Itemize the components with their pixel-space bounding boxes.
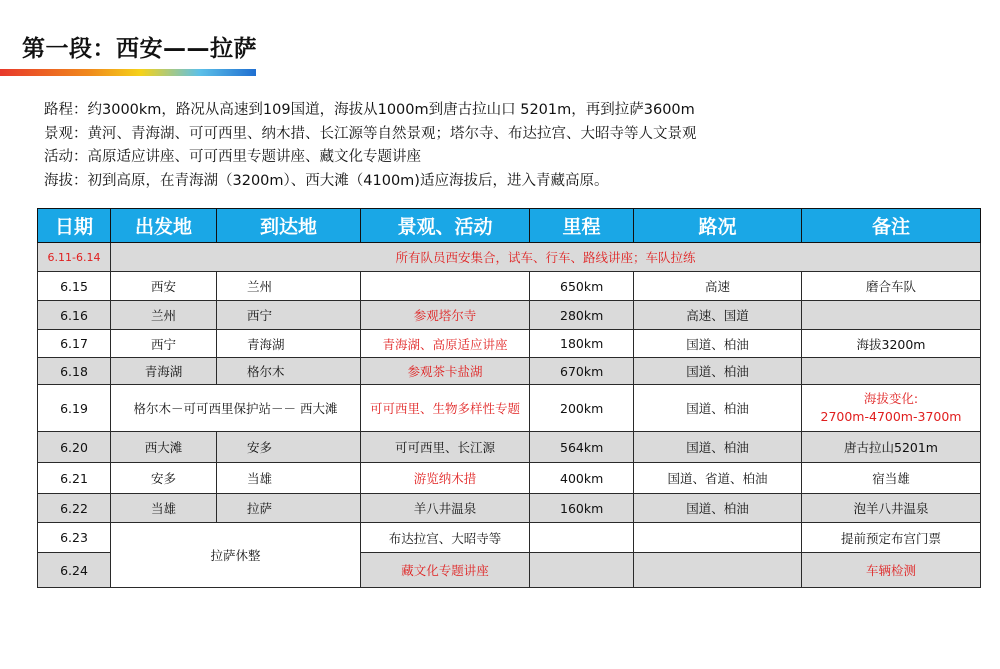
cell-road: 高速 [634,272,802,301]
cell-from: 西大滩 [111,432,217,463]
cell-distance: 160km [530,494,634,523]
cell-from: 安多 [111,463,217,494]
cell-scene: 可可西里、长江源 [361,432,530,463]
cell-to: 当雄 [217,463,361,494]
cell-scene: 可可西里、生物多样性专题 [361,385,530,432]
cell-from-to: 格尔木－可可西里保护站－－ 西大滩 [111,385,361,432]
note-altitude-values: 2700m-4700m-3700m [820,409,962,424]
cell-road: 国道、柏油 [634,358,802,385]
cell-scene: 游览纳木措 [361,463,530,494]
note-altitude-label: 海拔变化: [863,391,919,406]
header-distance: 里程 [530,209,634,243]
cell-scene [361,272,530,301]
cell-road: 国道、柏油 [634,330,802,358]
cell-distance: 400km [530,463,634,494]
cell-note: 提前预定布宫门票 [802,523,981,553]
cell-road: 国道、柏油 [634,494,802,523]
table-row [38,243,981,272]
cell-distance: 280km [530,301,634,330]
cell-note: 唐古拉山5201m [802,432,981,463]
cell-date: 6.17 [38,330,111,358]
cell-date: 6.22 [38,494,111,523]
header-arrival: 到达地 [217,209,361,243]
cell-to: 安多 [217,432,361,463]
cell-note: 泡羊八井温泉 [802,494,981,523]
header-scenery: 景观、活动 [361,209,530,243]
table-row [38,432,981,463]
cell-road: 国道、柏油 [634,385,802,432]
cell-to: 西宁 [217,301,361,330]
cell-from: 兰州 [111,301,217,330]
cell-road: 国道、省道、柏油 [634,463,802,494]
info-route: 路程：约3000km，路况从高速到109国道，海拔从1000m到唐古拉山口 5201m，再到拉萨3600m [44,102,695,118]
cell-to: 拉萨 [217,494,361,523]
table-row [38,494,981,523]
table-header-row [38,209,981,243]
cell-to: 格尔木 [217,358,361,385]
cell-road: 国道、柏油 [634,432,802,463]
cell-date: 6.21 [38,463,111,494]
cell-scene: 藏文化专题讲座 [361,553,530,588]
header-road: 路况 [634,209,802,243]
cell-date: 6.24 [38,553,111,588]
cell-distance [530,523,634,553]
cell-date: 6.11-6.14 [38,243,111,272]
cell-distance [530,553,634,588]
info-activities: 活动：高原适应讲座、可可西里专题讲座、藏文化专题讲座 [44,149,421,165]
cell-date: 6.16 [38,301,111,330]
cell-note: 车辆检测 [802,553,981,588]
table-row [38,358,981,385]
cell-from: 西安 [111,272,217,301]
info-altitude: 海拔：初到高原，在青海湖（3200m）、西大滩（4100m)适应海拔后，进入青藏高原。 [44,172,609,189]
cell-rest: 拉萨休整 [111,523,361,588]
table-row [38,272,981,301]
page-title: 第一段：西安——拉萨 [22,36,257,62]
cell-to: 兰州 [217,272,361,301]
cell-date: 6.23 [38,523,111,553]
table-row [38,385,981,432]
cell-scene: 青海湖、高原适应讲座 [361,330,530,358]
cell-scene: 布达拉宫、大昭寺等 [361,523,530,553]
table-row [38,523,981,553]
cell-road [634,553,802,588]
info-scenery: 景观：黄河、青海湖、可可西里、纳木措、长江源等自然景观；塔尔寺、布达拉宫、大昭寺等人文景观 [44,125,697,142]
cell-date: 6.18 [38,358,111,385]
cell-note: 磨合车队 [802,272,981,301]
table-row [38,463,981,494]
cell-road: 高速、国道 [634,301,802,330]
cell-distance: 180km [530,330,634,358]
table-row [38,301,981,330]
cell-note: 海拔3200m [802,330,981,358]
cell-road [634,523,802,553]
header-departure: 出发地 [111,209,217,243]
header-date: 日期 [38,209,111,243]
table-row [38,330,981,358]
cell-note [802,301,981,330]
cell-distance: 670km [530,358,634,385]
title-gradient-bar [0,69,256,76]
cell-date: 6.19 [38,385,111,432]
cell-date: 6.20 [38,432,111,463]
cell-scene: 参观茶卡盐湖 [361,358,530,385]
cell-to: 青海湖 [217,330,361,358]
cell-note [802,358,981,385]
cell-summary: 所有队员西安集合，试车、行车、路线讲座；车队拉练 [111,243,981,272]
cell-date: 6.15 [38,272,111,301]
trip-info [44,99,697,193]
header-note: 备注 [802,209,981,243]
cell-distance: 650km [530,272,634,301]
cell-from: 西宁 [111,330,217,358]
cell-from: 当雄 [111,494,217,523]
schedule-table [37,208,981,588]
cell-note: 宿当雄 [802,463,981,494]
cell-scene: 羊八井温泉 [361,494,530,523]
cell-note [802,385,981,432]
cell-distance: 564km [530,432,634,463]
cell-distance: 200km [530,385,634,432]
cell-scene: 参观塔尔寺 [361,301,530,330]
cell-from: 青海湖 [111,358,217,385]
